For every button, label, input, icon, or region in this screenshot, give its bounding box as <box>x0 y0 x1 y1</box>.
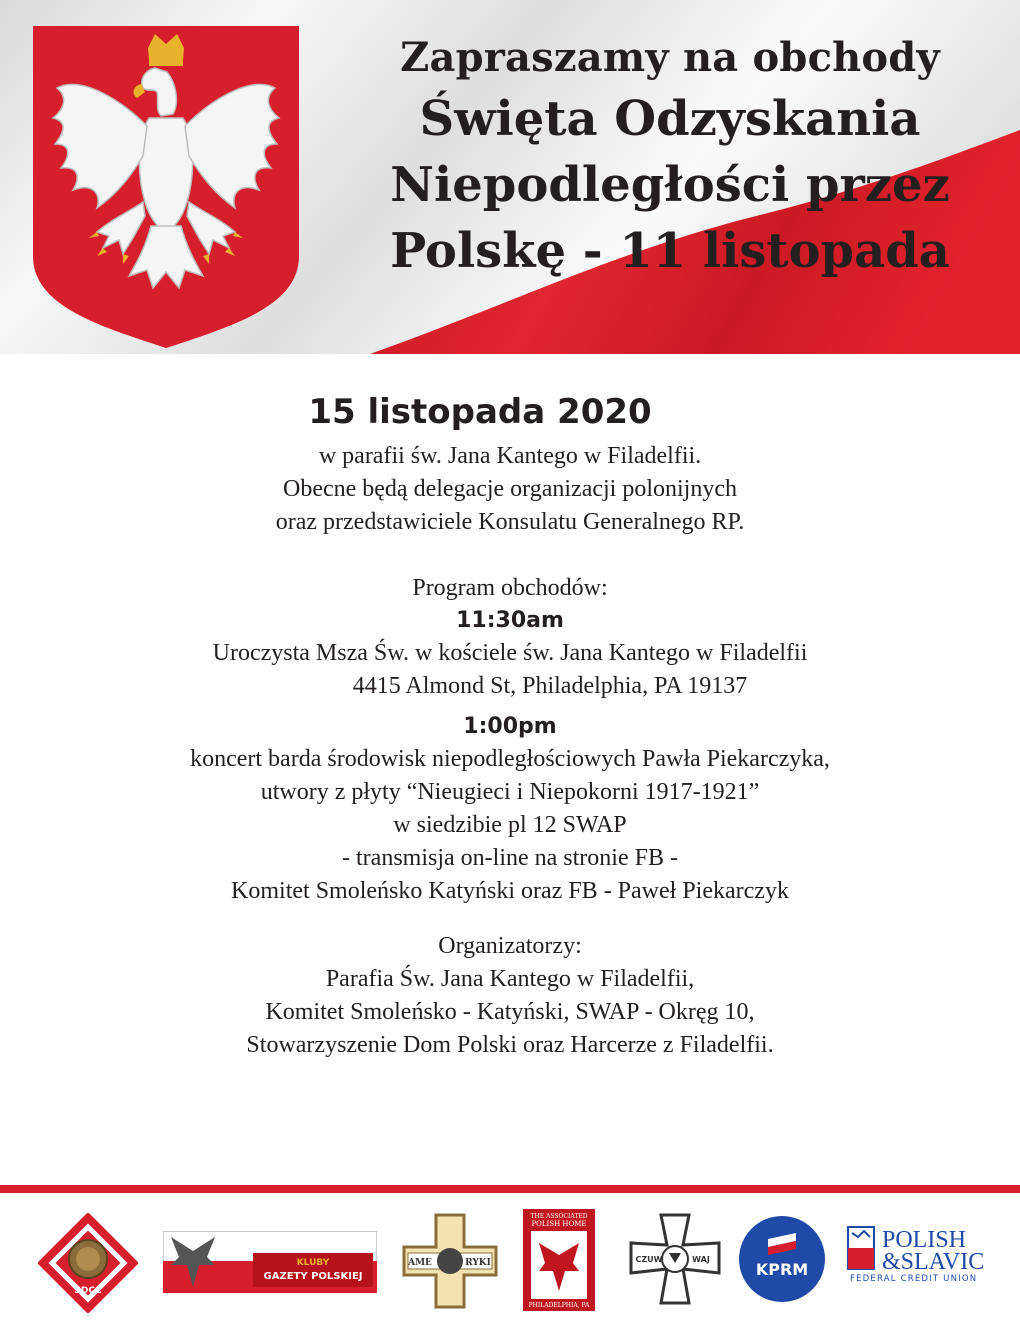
associated-line-2: POLISH HOME <box>531 1220 587 1228</box>
organizer-line: Komitet Smoleńsko - Katyński, SWAP - Okręg 10, <box>265 999 755 1025</box>
kluby-line-2: GAZETY POLSKIEJ <box>263 1271 363 1282</box>
intro-line: w parafii św. Jana Kantego w Filadelfii. <box>318 443 702 469</box>
cross-ameryki-logo <box>402 1213 498 1309</box>
organizers-label: Organizatorzy: <box>438 933 582 959</box>
sponsor-logos <box>0 1195 1020 1320</box>
polish-slavic-line-1: POLISH <box>882 1227 967 1253</box>
event-date: 15 listopada 2020 <box>308 392 652 432</box>
sdcc-text: SDCC <box>74 1286 102 1296</box>
scout-text-right: WAJ <box>692 1255 710 1264</box>
program-line: - transmisja on-line na stronie FB - <box>342 845 678 871</box>
organizer-line: Parafia Św. Jana Kantego w Filadelfii, <box>325 966 695 992</box>
scout-text-left: CZUW <box>635 1255 663 1264</box>
intro-line: Obecne będą delegacje organizacji polonijnych <box>282 476 738 502</box>
program-time-2: 1:00pm <box>463 714 557 739</box>
headline-line-2: Święta Odzyskania <box>419 91 921 147</box>
ameryki-text-left: AME <box>408 1258 432 1268</box>
kprm-text: KPRM <box>755 1260 809 1279</box>
kluby-line-1: KLUBY <box>296 1258 330 1268</box>
kprm-logo <box>738 1215 826 1303</box>
intro-line: oraz przedstawiciele Konsulatu Generalnego RP. <box>275 509 745 535</box>
ameryki-text-right: RYKI <box>465 1258 491 1268</box>
program-address: 4415 Almond St, Philadelphia, PA 19137 <box>352 673 748 699</box>
headline <box>330 30 1010 284</box>
polish-slavic-fcu-logo <box>846 1223 988 1285</box>
headline-line-3: Niepodległości przez <box>390 157 950 213</box>
footer-divider <box>0 1185 1020 1193</box>
program-label: Program obchodów: <box>412 575 608 601</box>
associated-polish-home-logo <box>523 1209 595 1311</box>
program-line: Komitet Smoleńsko Katyński oraz FB - Paweł Piekarczyk <box>231 878 789 904</box>
headline-line-4: Polskę - 11 listopada <box>390 223 950 279</box>
kluby-gazety-polskiej-logo <box>163 1231 377 1293</box>
program-line: utwory z płyty “Nieugieci i Niepokorni 1917-1921” <box>260 779 760 805</box>
organizer-line: Stowarzyszenie Dom Polski oraz Harcerze z Filadelfii. <box>246 1032 774 1058</box>
associated-line-3: PHILADELPHIA, PA <box>528 1302 590 1309</box>
program-time-1: 11:30am <box>456 608 564 633</box>
polish-slavic-line-2: &SLAVIC <box>882 1249 985 1275</box>
polish-slavic-line-3: FEDERAL CREDIT UNION <box>850 1274 978 1284</box>
header-banner <box>0 0 1020 354</box>
sdcc-logo <box>38 1213 138 1313</box>
program-line: w siedzibie pl 12 SWAP <box>393 812 627 838</box>
program-line: koncert barda środowisk niepodległościowych Pawła Piekarczyka, <box>190 746 830 772</box>
associated-line-1: THE ASSOCIATED <box>530 1213 588 1220</box>
program-line: Uroczysta Msza Św. w kościele św. Jana Kantego w Filadelfii <box>212 640 808 666</box>
event-details <box>0 384 1020 1062</box>
scout-cross-logo <box>629 1213 721 1305</box>
headline-line-1: Zapraszamy na obchody <box>400 34 940 81</box>
white-eagle-emblem-icon <box>33 26 299 348</box>
